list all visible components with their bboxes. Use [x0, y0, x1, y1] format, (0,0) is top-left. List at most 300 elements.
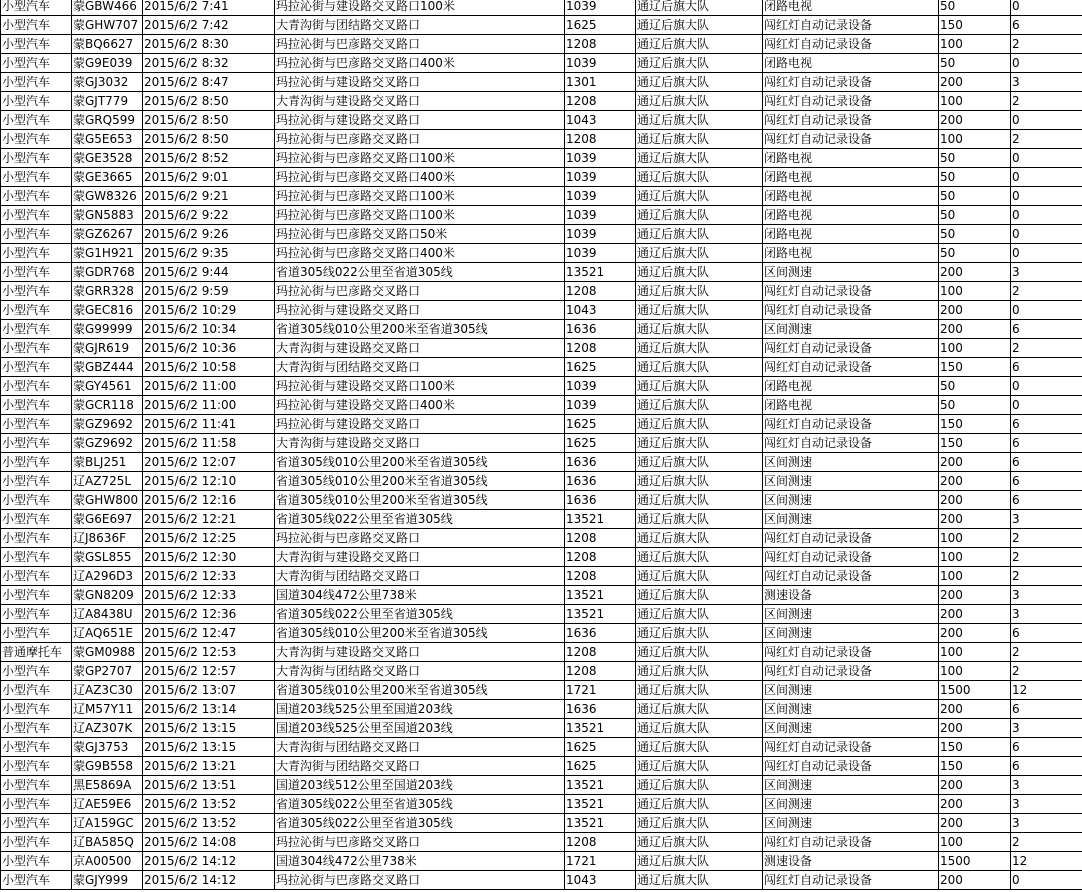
vehicle-type-cell: 小型汽车 — [1, 719, 72, 738]
points-cell: 0 — [1011, 149, 1082, 168]
violation-code-cell: 1721 — [565, 852, 636, 871]
fine-amount-cell: 100 — [939, 339, 1011, 358]
location-cell: 省道305线010公里200米至省道305线 — [275, 624, 565, 643]
capture-device-cell: 闯红灯自动记录设备 — [763, 662, 939, 681]
table-body — [1, 0, 1082, 890]
plate-number-cell: 辽AE59E6 — [72, 795, 143, 814]
capture-device-cell: 闯红灯自动记录设备 — [763, 567, 939, 586]
violation-code-cell: 13521 — [565, 586, 636, 605]
vehicle-type-cell: 小型汽车 — [1, 396, 72, 415]
table-row — [1, 244, 1082, 263]
points-cell: 0 — [1011, 0, 1082, 16]
violation-code-cell: 1636 — [565, 453, 636, 472]
fine-amount-cell: 150 — [939, 434, 1011, 453]
vehicle-type-cell: 小型汽车 — [1, 244, 72, 263]
table-row — [1, 415, 1082, 434]
fine-amount-cell: 200 — [939, 795, 1011, 814]
points-cell: 2 — [1011, 282, 1082, 301]
vehicle-type-cell: 小型汽车 — [1, 35, 72, 54]
capture-device-cell: 区间测速 — [763, 491, 939, 510]
points-cell: 6 — [1011, 358, 1082, 377]
fine-amount-cell: 50 — [939, 225, 1011, 244]
location-cell: 玛拉沁街与建设路交叉路口100米 — [275, 0, 565, 16]
points-cell: 3 — [1011, 719, 1082, 738]
plate-number-cell: 辽AZ3C30 — [72, 681, 143, 700]
table-row — [1, 814, 1082, 833]
capture-device-cell: 闭路电视 — [763, 396, 939, 415]
datetime-cell: 2015/6/2 9:35 — [143, 244, 275, 263]
points-cell: 3 — [1011, 263, 1082, 282]
location-cell: 玛拉沁街与巴彦路交叉路口50米 — [275, 225, 565, 244]
capture-device-cell: 闭路电视 — [763, 225, 939, 244]
vehicle-type-cell: 小型汽车 — [1, 263, 72, 282]
points-cell: 6 — [1011, 757, 1082, 776]
datetime-cell: 2015/6/2 11:58 — [143, 434, 275, 453]
datetime-cell: 2015/6/2 12:16 — [143, 491, 275, 510]
points-cell: 2 — [1011, 567, 1082, 586]
table-row — [1, 149, 1082, 168]
department-cell: 通辽后旗大队 — [636, 719, 763, 738]
capture-device-cell: 闯红灯自动记录设备 — [763, 130, 939, 149]
points-cell: 0 — [1011, 377, 1082, 396]
location-cell: 大青沟街与建设路交叉路口 — [275, 434, 565, 453]
department-cell: 通辽后旗大队 — [636, 491, 763, 510]
points-cell: 3 — [1011, 605, 1082, 624]
vehicle-type-cell: 小型汽车 — [1, 225, 72, 244]
location-cell: 玛拉沁街与巴彦路交叉路口 — [275, 130, 565, 149]
table-row — [1, 320, 1082, 339]
table-row — [1, 567, 1082, 586]
capture-device-cell: 区间测速 — [763, 776, 939, 795]
department-cell: 通辽后旗大队 — [636, 605, 763, 624]
department-cell: 通辽后旗大队 — [636, 624, 763, 643]
fine-amount-cell: 150 — [939, 16, 1011, 35]
capture-device-cell: 测速设备 — [763, 852, 939, 871]
table-row — [1, 377, 1082, 396]
department-cell: 通辽后旗大队 — [636, 852, 763, 871]
location-cell: 大青沟街与团结路交叉路口 — [275, 567, 565, 586]
plate-number-cell: 辽AZ725L — [72, 472, 143, 491]
violation-code-cell: 13521 — [565, 605, 636, 624]
violation-code-cell: 1636 — [565, 624, 636, 643]
location-cell: 玛拉沁街与巴彦路交叉路口400米 — [275, 168, 565, 187]
plate-number-cell: 蒙GJT779 — [72, 92, 143, 111]
capture-device-cell: 区间测速 — [763, 681, 939, 700]
fine-amount-cell: 200 — [939, 776, 1011, 795]
location-cell: 省道305线022公里至省道305线 — [275, 605, 565, 624]
fine-amount-cell: 200 — [939, 491, 1011, 510]
violation-code-cell: 1039 — [565, 225, 636, 244]
location-cell: 玛拉沁街与巴彦路交叉路口100米 — [275, 187, 565, 206]
fine-amount-cell: 50 — [939, 377, 1011, 396]
department-cell: 通辽后旗大队 — [636, 358, 763, 377]
violation-code-cell: 1208 — [565, 833, 636, 852]
datetime-cell: 2015/6/2 9:22 — [143, 206, 275, 225]
vehicle-type-cell: 小型汽车 — [1, 0, 72, 16]
capture-device-cell: 闯红灯自动记录设备 — [763, 738, 939, 757]
department-cell: 通辽后旗大队 — [636, 339, 763, 358]
violation-code-cell: 1208 — [565, 282, 636, 301]
vehicle-type-cell: 小型汽车 — [1, 92, 72, 111]
vehicle-type-cell: 小型汽车 — [1, 301, 72, 320]
plate-number-cell: 蒙GZ9692 — [72, 434, 143, 453]
violation-code-cell: 13521 — [565, 814, 636, 833]
plate-number-cell: 蒙GZ9692 — [72, 415, 143, 434]
violation-code-cell: 1043 — [565, 301, 636, 320]
capture-device-cell: 区间测速 — [763, 453, 939, 472]
department-cell: 通辽后旗大队 — [636, 0, 763, 16]
datetime-cell: 2015/6/2 8:50 — [143, 92, 275, 111]
points-cell: 2 — [1011, 662, 1082, 681]
violation-code-cell: 13521 — [565, 719, 636, 738]
plate-number-cell: 蒙GZ6267 — [72, 225, 143, 244]
location-cell: 玛拉沁街与巴彦路交叉路口 — [275, 35, 565, 54]
datetime-cell: 2015/6/2 11:00 — [143, 396, 275, 415]
points-cell: 6 — [1011, 700, 1082, 719]
vehicle-type-cell: 小型汽车 — [1, 415, 72, 434]
violation-code-cell: 1208 — [565, 529, 636, 548]
table-row — [1, 54, 1082, 73]
plate-number-cell: 辽A296D3 — [72, 567, 143, 586]
fine-amount-cell: 50 — [939, 149, 1011, 168]
table-row — [1, 206, 1082, 225]
capture-device-cell: 区间测速 — [763, 320, 939, 339]
plate-number-cell: 蒙G9E039 — [72, 54, 143, 73]
fine-amount-cell: 50 — [939, 206, 1011, 225]
plate-number-cell: 蒙GEC816 — [72, 301, 143, 320]
fine-amount-cell: 200 — [939, 73, 1011, 92]
datetime-cell: 2015/6/2 10:34 — [143, 320, 275, 339]
capture-device-cell: 闭路电视 — [763, 206, 939, 225]
vehicle-type-cell: 普通摩托车 — [1, 643, 72, 662]
datetime-cell: 2015/6/2 7:41 — [143, 0, 275, 16]
location-cell: 大青沟街与建设路交叉路口 — [275, 339, 565, 358]
capture-device-cell: 闯红灯自动记录设备 — [763, 871, 939, 890]
location-cell: 玛拉沁街与建设路交叉路口400米 — [275, 396, 565, 415]
capture-device-cell: 区间测速 — [763, 605, 939, 624]
department-cell: 通辽后旗大队 — [636, 168, 763, 187]
capture-device-cell: 闭路电视 — [763, 244, 939, 263]
violation-code-cell: 1208 — [565, 548, 636, 567]
capture-device-cell: 闯红灯自动记录设备 — [763, 35, 939, 54]
datetime-cell: 2015/6/2 14:08 — [143, 833, 275, 852]
points-cell: 2 — [1011, 35, 1082, 54]
fine-amount-cell: 200 — [939, 624, 1011, 643]
table-row — [1, 111, 1082, 130]
vehicle-type-cell: 小型汽车 — [1, 795, 72, 814]
violation-code-cell: 1039 — [565, 149, 636, 168]
capture-device-cell: 闭路电视 — [763, 54, 939, 73]
fine-amount-cell: 200 — [939, 510, 1011, 529]
department-cell: 通辽后旗大队 — [636, 833, 763, 852]
violation-code-cell: 1208 — [565, 339, 636, 358]
vehicle-type-cell: 小型汽车 — [1, 757, 72, 776]
capture-device-cell: 闯红灯自动记录设备 — [763, 643, 939, 662]
table-row — [1, 73, 1082, 92]
datetime-cell: 2015/6/2 10:58 — [143, 358, 275, 377]
vehicle-type-cell: 小型汽车 — [1, 814, 72, 833]
points-cell: 6 — [1011, 434, 1082, 453]
datetime-cell: 2015/6/2 9:26 — [143, 225, 275, 244]
points-cell: 0 — [1011, 111, 1082, 130]
table-row — [1, 187, 1082, 206]
violation-code-cell: 1039 — [565, 377, 636, 396]
points-cell: 12 — [1011, 852, 1082, 871]
violation-code-cell: 1208 — [565, 567, 636, 586]
fine-amount-cell: 150 — [939, 358, 1011, 377]
datetime-cell: 2015/6/2 12:57 — [143, 662, 275, 681]
datetime-cell: 2015/6/2 9:21 — [143, 187, 275, 206]
plate-number-cell: 辽J8636F — [72, 529, 143, 548]
points-cell: 3 — [1011, 814, 1082, 833]
violation-code-cell: 1625 — [565, 358, 636, 377]
table-row — [1, 92, 1082, 111]
location-cell: 玛拉沁街与巴彦路交叉路口 — [275, 282, 565, 301]
table-row — [1, 434, 1082, 453]
vehicle-type-cell: 小型汽车 — [1, 567, 72, 586]
vehicle-type-cell: 小型汽车 — [1, 282, 72, 301]
vehicle-type-cell: 小型汽车 — [1, 187, 72, 206]
fine-amount-cell: 200 — [939, 453, 1011, 472]
department-cell: 通辽后旗大队 — [636, 149, 763, 168]
vehicle-type-cell: 小型汽车 — [1, 586, 72, 605]
capture-device-cell: 闯红灯自动记录设备 — [763, 415, 939, 434]
table-row — [1, 757, 1082, 776]
datetime-cell: 2015/6/2 9:01 — [143, 168, 275, 187]
datetime-cell: 2015/6/2 13:14 — [143, 700, 275, 719]
violation-code-cell: 1625 — [565, 434, 636, 453]
datetime-cell: 2015/6/2 9:59 — [143, 282, 275, 301]
points-cell: 0 — [1011, 225, 1082, 244]
table-row — [1, 263, 1082, 282]
table-row — [1, 605, 1082, 624]
plate-number-cell: 蒙GJY999 — [72, 871, 143, 890]
department-cell: 通辽后旗大队 — [636, 548, 763, 567]
department-cell: 通辽后旗大队 — [636, 16, 763, 35]
datetime-cell: 2015/6/2 12:25 — [143, 529, 275, 548]
points-cell: 6 — [1011, 415, 1082, 434]
violation-code-cell: 1208 — [565, 130, 636, 149]
location-cell: 省道305线010公里200米至省道305线 — [275, 491, 565, 510]
fine-amount-cell: 150 — [939, 738, 1011, 757]
vehicle-type-cell: 小型汽车 — [1, 548, 72, 567]
plate-number-cell: 蒙GCR118 — [72, 396, 143, 415]
vehicle-type-cell: 小型汽车 — [1, 54, 72, 73]
vehicle-type-cell: 小型汽车 — [1, 510, 72, 529]
capture-device-cell: 区间测速 — [763, 700, 939, 719]
points-cell: 6 — [1011, 320, 1082, 339]
plate-number-cell: 辽AZ307K — [72, 719, 143, 738]
points-cell: 2 — [1011, 643, 1082, 662]
table-row — [1, 282, 1082, 301]
table-row — [1, 130, 1082, 149]
fine-amount-cell: 200 — [939, 871, 1011, 890]
location-cell: 省道305线010公里200米至省道305线 — [275, 681, 565, 700]
plate-number-cell: 蒙GSL855 — [72, 548, 143, 567]
capture-device-cell: 闯红灯自动记录设备 — [763, 92, 939, 111]
plate-number-cell: 蒙GY4561 — [72, 377, 143, 396]
location-cell: 玛拉沁街与建设路交叉路口 — [275, 415, 565, 434]
vehicle-type-cell: 小型汽车 — [1, 339, 72, 358]
plate-number-cell: 蒙G6E697 — [72, 510, 143, 529]
datetime-cell: 2015/6/2 8:32 — [143, 54, 275, 73]
fine-amount-cell: 50 — [939, 168, 1011, 187]
fine-amount-cell: 50 — [939, 244, 1011, 263]
capture-device-cell: 区间测速 — [763, 263, 939, 282]
department-cell: 通辽后旗大队 — [636, 567, 763, 586]
datetime-cell: 2015/6/2 13:07 — [143, 681, 275, 700]
department-cell: 通辽后旗大队 — [636, 187, 763, 206]
points-cell: 3 — [1011, 795, 1082, 814]
plate-number-cell: 蒙GBW466 — [72, 0, 143, 16]
violation-code-cell: 13521 — [565, 776, 636, 795]
datetime-cell: 2015/6/2 14:12 — [143, 871, 275, 890]
plate-number-cell: 蒙GE3665 — [72, 168, 143, 187]
capture-device-cell: 区间测速 — [763, 719, 939, 738]
department-cell: 通辽后旗大队 — [636, 738, 763, 757]
table-row — [1, 472, 1082, 491]
department-cell: 通辽后旗大队 — [636, 396, 763, 415]
table-row — [1, 681, 1082, 700]
violation-code-cell: 1039 — [565, 396, 636, 415]
department-cell: 通辽后旗大队 — [636, 510, 763, 529]
vehicle-type-cell: 小型汽车 — [1, 73, 72, 92]
location-cell: 玛拉沁街与建设路交叉路口 — [275, 73, 565, 92]
datetime-cell: 2015/6/2 10:36 — [143, 339, 275, 358]
location-cell: 大青沟街与团结路交叉路口 — [275, 757, 565, 776]
location-cell: 玛拉沁街与巴彦路交叉路口 — [275, 833, 565, 852]
fine-amount-cell: 200 — [939, 814, 1011, 833]
capture-device-cell: 闯红灯自动记录设备 — [763, 73, 939, 92]
datetime-cell: 2015/6/2 13:51 — [143, 776, 275, 795]
location-cell: 玛拉沁街与建设路交叉路口 — [275, 301, 565, 320]
table-row — [1, 168, 1082, 187]
department-cell: 通辽后旗大队 — [636, 529, 763, 548]
points-cell: 2 — [1011, 92, 1082, 111]
vehicle-type-cell: 小型汽车 — [1, 377, 72, 396]
department-cell: 通辽后旗大队 — [636, 776, 763, 795]
points-cell: 6 — [1011, 624, 1082, 643]
plate-number-cell: 蒙BLJ251 — [72, 453, 143, 472]
fine-amount-cell: 100 — [939, 529, 1011, 548]
plate-number-cell: 辽BA585Q — [72, 833, 143, 852]
location-cell: 玛拉沁街与巴彦路交叉路口400米 — [275, 54, 565, 73]
vehicle-type-cell: 小型汽车 — [1, 529, 72, 548]
location-cell: 大青沟街与建设路交叉路口 — [275, 643, 565, 662]
violation-code-cell: 1039 — [565, 206, 636, 225]
vehicle-type-cell: 小型汽车 — [1, 434, 72, 453]
datetime-cell: 2015/6/2 13:21 — [143, 757, 275, 776]
points-cell: 3 — [1011, 73, 1082, 92]
fine-amount-cell: 50 — [939, 396, 1011, 415]
plate-number-cell: 蒙GBZ444 — [72, 358, 143, 377]
plate-number-cell: 蒙GN8209 — [72, 586, 143, 605]
table-row — [1, 795, 1082, 814]
table-row — [1, 833, 1082, 852]
datetime-cell: 2015/6/2 12:30 — [143, 548, 275, 567]
plate-number-cell: 黑E5869A — [72, 776, 143, 795]
department-cell: 通辽后旗大队 — [636, 263, 763, 282]
department-cell: 通辽后旗大队 — [636, 54, 763, 73]
table-row — [1, 225, 1082, 244]
department-cell: 通辽后旗大队 — [636, 92, 763, 111]
location-cell: 省道305线010公里200米至省道305线 — [275, 320, 565, 339]
location-cell: 玛拉沁街与巴彦路交叉路口100米 — [275, 206, 565, 225]
fine-amount-cell: 100 — [939, 662, 1011, 681]
location-cell: 国道203线525公里至国道203线 — [275, 719, 565, 738]
table-row — [1, 358, 1082, 377]
fine-amount-cell: 200 — [939, 301, 1011, 320]
vehicle-type-cell: 小型汽车 — [1, 491, 72, 510]
department-cell: 通辽后旗大队 — [636, 225, 763, 244]
plate-number-cell: 辽A159GC — [72, 814, 143, 833]
fine-amount-cell: 100 — [939, 35, 1011, 54]
fine-amount-cell: 100 — [939, 833, 1011, 852]
datetime-cell: 2015/6/2 12:33 — [143, 586, 275, 605]
points-cell: 2 — [1011, 339, 1082, 358]
department-cell: 通辽后旗大队 — [636, 434, 763, 453]
department-cell: 通辽后旗大队 — [636, 795, 763, 814]
violation-code-cell: 1039 — [565, 187, 636, 206]
table-row — [1, 719, 1082, 738]
points-cell: 2 — [1011, 130, 1082, 149]
department-cell: 通辽后旗大队 — [636, 757, 763, 776]
vehicle-type-cell: 小型汽车 — [1, 833, 72, 852]
table-row — [1, 16, 1082, 35]
datetime-cell: 2015/6/2 13:15 — [143, 738, 275, 757]
plate-number-cell: 辽AQ651E — [72, 624, 143, 643]
capture-device-cell: 区间测速 — [763, 795, 939, 814]
vehicle-type-cell: 小型汽车 — [1, 206, 72, 225]
department-cell: 通辽后旗大队 — [636, 244, 763, 263]
capture-device-cell: 闯红灯自动记录设备 — [763, 434, 939, 453]
capture-device-cell: 闭路电视 — [763, 377, 939, 396]
department-cell: 通辽后旗大队 — [636, 415, 763, 434]
table-row — [1, 453, 1082, 472]
violation-code-cell: 1208 — [565, 92, 636, 111]
points-cell: 12 — [1011, 681, 1082, 700]
capture-device-cell: 区间测速 — [763, 510, 939, 529]
violation-code-cell: 1208 — [565, 662, 636, 681]
plate-number-cell: 蒙BQ6627 — [72, 35, 143, 54]
capture-device-cell: 测速设备 — [763, 586, 939, 605]
vehicle-type-cell: 小型汽车 — [1, 16, 72, 35]
location-cell: 省道305线022公里至省道305线 — [275, 795, 565, 814]
violation-code-cell: 1625 — [565, 16, 636, 35]
table-row — [1, 852, 1082, 871]
violation-code-cell: 1625 — [565, 757, 636, 776]
datetime-cell: 2015/6/2 7:42 — [143, 16, 275, 35]
department-cell: 通辽后旗大队 — [636, 681, 763, 700]
plate-number-cell: 蒙GHW707 — [72, 16, 143, 35]
location-cell: 大青沟街与团结路交叉路口 — [275, 738, 565, 757]
plate-number-cell: 辽M57Y11 — [72, 700, 143, 719]
table-row — [1, 662, 1082, 681]
points-cell: 6 — [1011, 738, 1082, 757]
fine-amount-cell: 50 — [939, 0, 1011, 16]
violation-code-cell: 1625 — [565, 738, 636, 757]
location-cell: 大青沟街与团结路交叉路口 — [275, 662, 565, 681]
points-cell: 3 — [1011, 510, 1082, 529]
vehicle-type-cell: 小型汽车 — [1, 320, 72, 339]
vehicle-type-cell: 小型汽车 — [1, 605, 72, 624]
fine-amount-cell: 150 — [939, 757, 1011, 776]
fine-amount-cell: 100 — [939, 92, 1011, 111]
vehicle-type-cell: 小型汽车 — [1, 111, 72, 130]
location-cell: 国道304线472公里738米 — [275, 586, 565, 605]
violation-code-cell: 1625 — [565, 415, 636, 434]
violation-code-cell: 1721 — [565, 681, 636, 700]
